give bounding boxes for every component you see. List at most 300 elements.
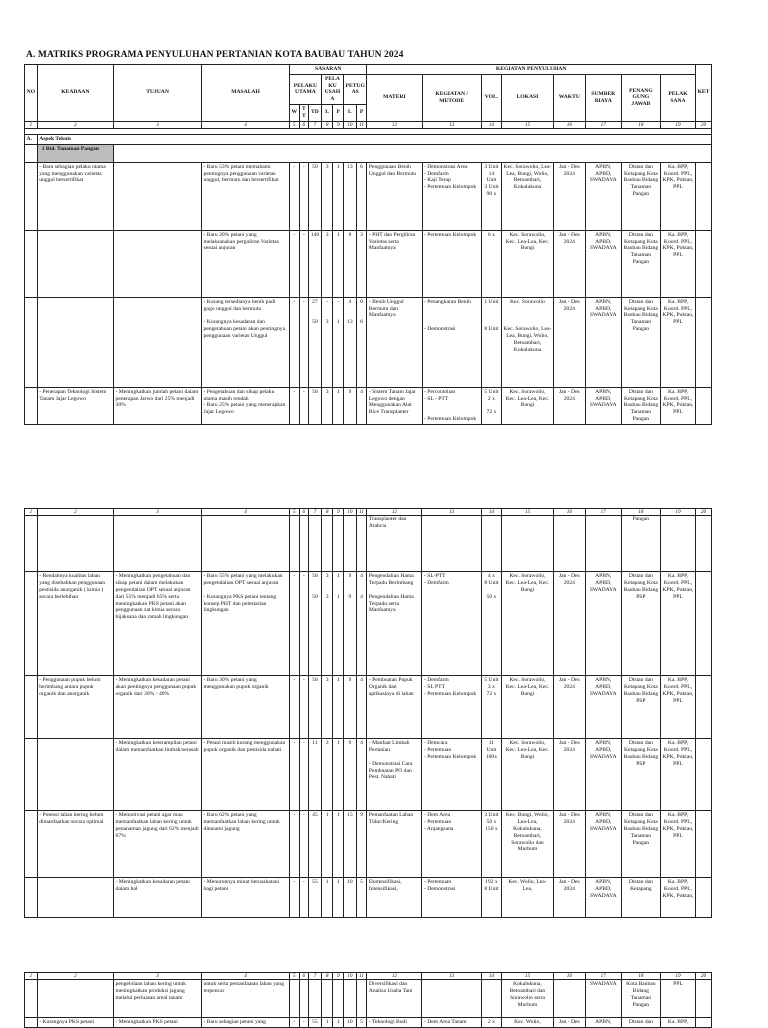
l-usaha-cell: 3 xyxy=(321,676,333,739)
matrix-table-page-2 xyxy=(24,508,712,918)
no-cell xyxy=(25,572,38,676)
column-number: 19 xyxy=(660,121,695,128)
column-number: 3 xyxy=(114,509,202,516)
masalah-cell: - Kurang tersedianya benih padi gogo unggul dan bermutu - Kurangnya kesadaran dan pengetahuan petani akan pentingnya penggunaan varietas Unggul xyxy=(202,297,290,387)
tujuan-cell xyxy=(114,162,202,230)
column-number-row xyxy=(25,121,712,128)
column-number: 9 xyxy=(333,973,344,980)
empty-cell xyxy=(553,516,585,572)
table-row xyxy=(25,811,712,878)
section-no: A. xyxy=(25,135,38,145)
no-cell xyxy=(25,739,38,811)
header-sasaran: SASARAN xyxy=(290,65,367,75)
column-number: 11 xyxy=(356,509,367,516)
pelaksana-cell: Ka. BPP, Koord. PPL, KPK, Poktan, PPL xyxy=(660,676,695,739)
td-cell: 50 xyxy=(309,162,322,230)
masalah-cell: - Pengetahuan dan sikap pelaku utama masih rendah - Baru 25% petani yang menerapkan Jajar Legowo xyxy=(202,387,290,424)
lokasi-cell: Kec. Bungi, Wolio, Lea-Lea, Kokalukuna, Betoambari, Sorawolio dan Murhum xyxy=(501,811,553,878)
header-pelaku-usaha: PELAKU USAHA xyxy=(321,74,343,104)
biaya-cell: APBN, APBD, SWADAYA xyxy=(585,572,621,676)
column-number: 11 xyxy=(356,121,367,128)
column-number: 5 xyxy=(290,973,300,980)
w-cell: - xyxy=(290,387,300,424)
masalah-cell: - Baru 62% petani yang memanfaatkan lahan kering untuk ditanami jagung xyxy=(202,811,290,878)
tt-cell: - xyxy=(299,230,309,297)
column-number: 8 xyxy=(321,121,333,128)
no-cell xyxy=(25,230,38,297)
column-number: 15 xyxy=(502,121,554,128)
tt-cell: - xyxy=(299,1018,309,1028)
lokasi-cell: Kec. Sorawolio, Kec. Lea-Lea, Kec. Bungi xyxy=(501,572,553,676)
column-number: 1 xyxy=(25,509,38,516)
empty-cell xyxy=(481,980,501,1018)
td-cell: 11 xyxy=(309,739,322,811)
empty-cell xyxy=(422,980,481,1018)
p-petugas-cell: 9 xyxy=(356,811,367,878)
biaya-cell: APBN, xyxy=(585,1018,621,1028)
metode-cell: - Demonstrasi Area - Demfarm - Kaji Terap - Pertemuan Kelompok xyxy=(422,162,481,230)
column-number: 7 xyxy=(309,509,322,516)
empty-cell xyxy=(309,980,322,1018)
empty-cell xyxy=(660,516,695,572)
column-number: 14 xyxy=(481,973,501,980)
column-number: 14 xyxy=(481,509,501,516)
w-cell: - xyxy=(290,739,300,811)
column-number: 20 xyxy=(695,973,711,980)
l-petugas-cell: 9 xyxy=(344,387,357,424)
column-number: 20 xyxy=(695,121,711,128)
column-number: 5 xyxy=(290,121,300,128)
waktu-cell: Jan - Des 2024 xyxy=(553,878,585,918)
header-w: W xyxy=(290,105,300,122)
column-number: 4 xyxy=(202,121,290,128)
table-row xyxy=(25,297,712,387)
l-usaha-cell: 3 3 xyxy=(321,572,333,676)
vol-cell: 11 Unit 100x xyxy=(481,739,501,811)
column-number: 1 xyxy=(25,973,38,980)
pj-cell: Distan dan Ketapang Kota Baubau Bidang Tanaman Pangan xyxy=(621,162,660,230)
p-petugas-cell: 3 xyxy=(356,230,367,297)
column-number: 4 xyxy=(202,509,290,516)
no-cell xyxy=(25,162,38,230)
materi-cell: - Sistem Tanam Jajar Legowo dengan Menggunakan Alat Rice Transplanter xyxy=(367,387,422,424)
td-cell: 50 xyxy=(309,676,322,739)
column-number: 19 xyxy=(660,973,695,980)
pelaksana-cell: Ka. BPP, Koord. PPL, KPK, Poktan, PPL xyxy=(660,572,695,676)
p-usaha-cell: 1 xyxy=(333,878,344,918)
l-usaha-cell: 1 xyxy=(321,878,333,918)
empty-cell xyxy=(501,516,553,572)
p-usaha-cell: 1 xyxy=(333,1018,344,1028)
metode-cell: - SL-PTT - Demfarm xyxy=(422,572,481,676)
td-cell: 50 50 xyxy=(309,572,322,676)
tujuan-cell: - Meningkatkan keterampilan petani dalam memanfaatkan limbah/serasah xyxy=(114,739,202,811)
pelaksana-cell: Ka. BPP, Koord. PPL, KPK, Poktan, PPL xyxy=(660,297,695,387)
keadaan-cell: - Baru sebagian pelaku utama yang menggunakan varietas unggul bersertifikat xyxy=(37,162,113,230)
tujuan-cell: - Meningkatkan kesadaran petani akan pentingnya penggunaan pupuk organik dari 30% - 40% xyxy=(114,676,202,739)
w-cell: - xyxy=(290,1018,300,1028)
metode-cell: - Demcara - Pertemuan - Pertemuan Kelompok xyxy=(422,739,481,811)
td-cell: 45 xyxy=(309,811,322,878)
header-waktu: WAKTU xyxy=(553,74,585,121)
header-p-petugas: P xyxy=(356,105,367,122)
vol-cell: 2 x xyxy=(481,1018,501,1028)
l-petugas-cell: 8 xyxy=(344,230,357,297)
ket-cell xyxy=(695,676,711,739)
vol-cell: 5 Unit 3 x 72 x xyxy=(481,676,501,739)
biaya-cell: APBN, APBD, SWADAYA xyxy=(585,811,621,878)
keadaan-cell: - Potensi lahan kering belum dimanfaatkan secara optimal xyxy=(37,811,113,878)
waktu-cell: Jan - Des 2024 xyxy=(553,297,585,387)
header-no: NO xyxy=(25,65,38,122)
tujuan-cell: - Meningkatkan PKS petani xyxy=(114,1018,202,1028)
no-cell xyxy=(25,297,38,387)
vol-cell: 5 Unit 2 x 72 x xyxy=(481,387,501,424)
column-number: 7 xyxy=(309,973,322,980)
masalah-cell: - Baru 53% petani memahami pentingnya penggunaan varietas unggul, bermutu dan bersertifikat xyxy=(202,162,290,230)
p-petugas-cell: 4 xyxy=(356,676,367,739)
pelaksana-cell: Ka. BPP, Koord. PPL, KPK, Poktan, PPL xyxy=(660,162,695,230)
p-petugas-cell: 5 xyxy=(356,878,367,918)
p-usaha-cell: 1 xyxy=(333,230,344,297)
tt-cell: - xyxy=(299,739,309,811)
matrix-table-page-1 xyxy=(24,64,712,425)
pj-cell: Distan dan Ketapang Kota Baubau Bidang PSP xyxy=(621,739,660,811)
empty-cell xyxy=(356,516,367,572)
column-number: 10 xyxy=(344,121,357,128)
p-usaha-cell: 1 xyxy=(333,387,344,424)
l-petugas-cell: 9 xyxy=(344,739,357,811)
column-number: 19 xyxy=(660,509,695,516)
pj-cell: Distan dan Ketapang Kota Baubau Bidang PSP xyxy=(621,676,660,739)
header-lokasi: LOKASI xyxy=(502,74,554,121)
tujuan-cell xyxy=(114,230,202,297)
biaya-cell: APBN, APBD, SWADAYA xyxy=(585,739,621,811)
p-usaha-cell: 1 xyxy=(333,739,344,811)
empty-cell xyxy=(25,980,38,1018)
waktu-cell: Jan - Des xyxy=(553,1018,585,1028)
sheet-page-3 xyxy=(0,970,768,1024)
pelaksana-cell: Ka. BPP, Koord. PPL, KPK, Poktan, PPL xyxy=(660,230,695,297)
lokasi-cell: Kec. Sorawolio, Kec. Lea-Lea, Kec. Bungi xyxy=(501,676,553,739)
header-ket: KET xyxy=(695,65,711,122)
header-kegiatan-metode: KEGIATAN / METODE xyxy=(422,74,481,121)
l-petugas-cell: 15 xyxy=(344,811,357,878)
tt-cell: - xyxy=(299,387,309,424)
masalah-cell: - Baru 30% petani yang menggunakan pupuk organik xyxy=(202,676,290,739)
header-sumber-biaya: SUMBER BIAYA xyxy=(585,74,621,121)
column-number: 4 xyxy=(202,973,290,980)
column-number: 1 xyxy=(25,121,38,128)
column-number: 17 xyxy=(585,121,621,128)
keadaan-cell: - Kurangnya PKS petani xyxy=(37,1018,113,1028)
empty-cell xyxy=(290,980,300,1018)
keadaan-cell xyxy=(37,878,113,918)
column-number: 7 xyxy=(309,121,322,128)
header-tujuan: TUJUAN xyxy=(114,65,202,122)
column-number: 13 xyxy=(422,121,481,128)
metode-cell: - Percontohan - SL - PTT - Pertemuan Kelompok xyxy=(422,387,481,424)
w-cell: - xyxy=(290,162,300,230)
pelaksana-cell: Ka. BPP, Koord. PPL, KPK, Poktan, PPL xyxy=(660,387,695,424)
biaya-cell: APBN, APBD, SWADAYA xyxy=(585,676,621,739)
l-petugas-cell: 9 xyxy=(344,676,357,739)
header-l-usaha: L xyxy=(321,105,333,122)
materi-cell: Pengendalian Hama Terpadu Berimbang Pengendalian Hama Terpadu serta Manfaatnya xyxy=(367,572,422,676)
column-number: 13 xyxy=(422,973,481,980)
header-petugas: PETUGAS xyxy=(344,74,367,104)
pelaksana-cell: Ka. BPP, Koord. PPL, KPK, Poktan, PPL xyxy=(660,811,695,878)
column-number: 3 xyxy=(114,121,202,128)
pelaksana-cell: Ka. BPP, Koord. PPL, KPK, Poktan, PPL xyxy=(660,739,695,811)
column-number: 11 xyxy=(356,973,367,980)
column-number: 3 xyxy=(114,973,202,980)
document-title: A. MATRIKS PROGRAMA PENYULUHAN PERTANIAN KOTA BAUBAU TAHUN 2024 xyxy=(26,50,404,60)
empty-cell xyxy=(114,144,712,162)
sheet-page-2 xyxy=(0,506,768,899)
biaya-cell: APBN, APBD, SWADAYA xyxy=(585,162,621,230)
column-number: 18 xyxy=(621,973,660,980)
table-row xyxy=(25,878,712,918)
table-row xyxy=(25,387,712,424)
tujuan-cell: - Meningkatkan kesadaran petani dalam hal xyxy=(114,878,202,918)
lokasi-cell: Kec. Wolio, Lea-Lea, xyxy=(501,878,553,918)
p-usaha-cell: 1 xyxy=(333,676,344,739)
waktu-cell: Jan - Des 2024 xyxy=(553,676,585,739)
column-number: 17 xyxy=(585,973,621,980)
table-row xyxy=(25,230,712,297)
td-cell: 55 xyxy=(309,1018,322,1028)
waktu-cell: Jan - Des 2024 xyxy=(553,162,585,230)
header-masalah: MASALAH xyxy=(202,65,290,122)
column-number: 16 xyxy=(553,509,585,516)
column-number: 12 xyxy=(367,121,422,128)
empty-cell xyxy=(553,980,585,1018)
column-number: 6 xyxy=(299,121,309,128)
table-row xyxy=(25,162,712,230)
p-petugas-cell: 5 xyxy=(356,1018,367,1028)
no-cell xyxy=(25,811,38,878)
column-number: 10 xyxy=(344,509,357,516)
column-number: 12 xyxy=(367,509,422,516)
column-number: 18 xyxy=(621,509,660,516)
materi-cell: - Teknologi Budi xyxy=(367,1018,422,1028)
p-usaha-cell: - 1 xyxy=(333,297,344,387)
waktu-cell: Jan - Des 2024 xyxy=(553,811,585,878)
p-petugas-cell: 6 xyxy=(356,162,367,230)
empty-cell xyxy=(290,516,300,572)
p-petugas-cell: 4 xyxy=(356,387,367,424)
carry-biaya: SWADAYA xyxy=(585,980,621,1018)
empty-cell xyxy=(202,516,290,572)
tt-cell: - xyxy=(299,811,309,878)
metode-cell: - Pertemuan - Demonstrasi xyxy=(422,878,481,918)
waktu-cell: Jan - Des 2024 xyxy=(553,387,585,424)
pj-cell: Distan dan Ketapang Kota Baubau Bidang Tanaman Pangan xyxy=(621,387,660,424)
section-label: Aspek Teknis xyxy=(37,135,711,145)
table-row xyxy=(25,1018,712,1028)
column-number: 16 xyxy=(553,121,585,128)
keadaan-cell: - Penerapan Teknologi Sistem Tanam Jajar Legowo xyxy=(37,387,113,424)
carry-masalah: untuk serta pemanfaatan lahan yang terpencar xyxy=(202,980,290,1018)
column-number: 2 xyxy=(37,121,113,128)
column-number: 10 xyxy=(344,973,357,980)
table-row xyxy=(25,572,712,676)
ket-cell xyxy=(695,1018,711,1028)
tt-cell: - xyxy=(299,572,309,676)
no-cell xyxy=(25,1018,38,1028)
empty-cell xyxy=(333,516,344,572)
lokasi-cell: Kec. Sorawolio, Kec. Lea-Lea, Kec. Bungi xyxy=(501,739,553,811)
table-row xyxy=(25,676,712,739)
w-cell: - xyxy=(290,811,300,878)
header-tt: TT xyxy=(299,105,309,122)
empty-cell xyxy=(25,516,38,572)
header-kegiatan-penyuluhan: KEGIATAN PENYULUHAN xyxy=(367,65,696,75)
masalah-cell: - Menurunnya minat berusahatani bagi petani xyxy=(202,878,290,918)
w-cell: - xyxy=(290,878,300,918)
td-cell: 50 xyxy=(309,387,322,424)
keadaan-cell xyxy=(37,230,113,297)
tujuan-cell: - Meningkatkan jumlah petani dalam penerapan Jarwo dari 25% menjadi 30% xyxy=(114,387,202,424)
column-number: 6 xyxy=(299,509,309,516)
empty-cell xyxy=(344,980,357,1018)
metode-cell: - Pertemuan Kelompok xyxy=(422,230,481,297)
materi-cell: Penggunaan Benih Unggul dan Bermutu xyxy=(367,162,422,230)
ket-cell xyxy=(695,811,711,878)
empty-cell xyxy=(299,980,309,1018)
carry-pelaksana: PPL xyxy=(660,980,695,1018)
materi-cell: - Pembuatan Pupuk Organik dan aplikasinya di lahan xyxy=(367,676,422,739)
table-row xyxy=(25,739,712,811)
header-pelaku-utama: PELAKU UTAMA xyxy=(290,74,322,104)
ket-cell xyxy=(695,230,711,297)
pelaksana-cell: Ka. BPP, xyxy=(660,1018,695,1028)
ket-cell xyxy=(695,297,711,387)
empty-cell xyxy=(321,516,333,572)
pj-cell: Distan dan Ketapang Kota Baubau Bidang Tanaman Pangan xyxy=(621,811,660,878)
p-usaha-cell: 1 1 xyxy=(333,572,344,676)
carry-pj: Kota Baubau Bidang Tanaman Pangan xyxy=(621,980,660,1018)
empty-cell xyxy=(37,980,113,1018)
l-petugas-cell: 10 xyxy=(344,1018,357,1028)
empty-cell xyxy=(356,980,367,1018)
tujuan-cell: - Memotivasi petani agar mau memanfaatkan lahan kering untuk penanaman jagung dari 62% menjadi 67% xyxy=(114,811,202,878)
materi-cell: - Manfaat Limbah Pertanian - Demonstrasi Cara Pembuatan PO dan Pest. Nabati xyxy=(367,739,422,811)
metode-cell: - Dem Area - Pertemuan - Anjangsana xyxy=(422,811,481,878)
vol-cell: 1 Unit 8 Unit xyxy=(481,297,501,387)
vol-cell: 192 x 8 Unit xyxy=(481,878,501,918)
pj-cell: Distan dan Ketapang Kota Baubau Bidang PSP xyxy=(621,572,660,676)
column-number: 13 xyxy=(422,509,481,516)
l-usaha-cell: 3 xyxy=(321,739,333,811)
ket-cell xyxy=(695,162,711,230)
tujuan-cell xyxy=(114,297,202,387)
header-materi: MATERI xyxy=(367,74,422,121)
w-cell: - xyxy=(290,572,300,676)
lokasi-cell: Kec. Sorawolio, Lea-Lea, Bungi, Wolio, Betoambari, Kokalukuna xyxy=(502,162,554,230)
header-p-usaha: P xyxy=(333,105,344,122)
pelaksana-cell: Ka. BPP, Koord. PPL, KPK, Poktan, xyxy=(660,878,695,918)
waktu-cell: Jan - Des 2024 xyxy=(553,572,585,676)
biaya-cell: APBN, APBD, SWADAYA xyxy=(585,387,621,424)
header-keadaan: KEADAAN xyxy=(37,65,113,122)
w-cell: - xyxy=(290,676,300,739)
column-number: 15 xyxy=(501,509,553,516)
column-number: 9 xyxy=(333,121,344,128)
vol-cell: 6 x xyxy=(481,230,501,297)
column-number: 8 xyxy=(321,973,333,980)
lokasi-cell: Kec. Sorawolio, Kec. Lea-Lea, Kec. Bungi xyxy=(502,387,554,424)
l-usaha-cell: 1 xyxy=(321,1018,333,1028)
sheet-page-1 xyxy=(0,0,768,423)
lokasi-cell: Kec. Wolio, xyxy=(501,1018,553,1028)
p-petugas-cell: 4 4 xyxy=(356,572,367,676)
no-cell xyxy=(25,878,38,918)
masalah-cell: - Baru 55% petani yang melakukan pengendalian OPT sesuai anjuran - Kurangnya PKS petani tentang konsep PHT dan pelestarian lingkungan xyxy=(202,572,290,676)
l-usaha-cell: 3 xyxy=(321,387,333,424)
ket-cell xyxy=(695,739,711,811)
no-cell xyxy=(25,387,38,424)
column-number: 2 xyxy=(37,973,113,980)
carry-materi: Diversifikasi dan Analisa Usaha Tani xyxy=(367,980,422,1018)
p-petugas-cell: 4 xyxy=(356,739,367,811)
biaya-cell: APBN, APBD, SWADAYA xyxy=(585,297,621,387)
empty-cell xyxy=(37,516,113,572)
tt-cell: - xyxy=(299,676,309,739)
carry-materi: Transplanter dan Atabcia xyxy=(367,516,422,572)
waktu-cell: Jan - Des 2024 xyxy=(553,739,585,811)
td-cell: 140 xyxy=(309,230,322,297)
metode-cell: - Demfarm - SL PTT - Pertemuan Kelompok xyxy=(422,676,481,739)
carry-tujuan: pengelolaan lahan kering untuk meningkatkan produksi jagung melalui perluasan areal tanam xyxy=(114,980,202,1018)
column-number: 15 xyxy=(501,973,553,980)
empty-cell xyxy=(321,980,333,1018)
w-cell: - xyxy=(290,297,300,387)
carry-lokasi: Kokalukuna, Betoambari dan Sorawolio serta Murhum xyxy=(501,980,553,1018)
w-cell: - xyxy=(290,230,300,297)
biaya-cell: APBN, APBD, SWADAYA xyxy=(585,230,621,297)
tt-cell: - xyxy=(299,878,309,918)
materi-cell: - Benih Unggul Bermutu dan Manfaatnya xyxy=(367,297,422,387)
lokasi-cell: Kec. Sorawolio, Kec. Lea-Lea, Kec. Bungi xyxy=(502,230,554,297)
empty-cell xyxy=(695,516,711,572)
ket-cell xyxy=(695,387,711,424)
materi-cell: Ekstensifikasi, Intensifikasi, xyxy=(367,878,422,918)
header-pelaksana: PELAK SANA xyxy=(660,74,695,121)
column-number: 2 xyxy=(37,509,113,516)
header-td: TD xyxy=(309,105,322,122)
no-cell xyxy=(25,676,38,739)
keadaan-cell: - Penggunaan pupuk belum berimbang antara pupuk organik dan anorganik xyxy=(37,676,113,739)
tt-cell: - xyxy=(299,297,309,387)
empty-cell xyxy=(114,516,202,572)
empty-cell xyxy=(333,980,344,1018)
empty-cell xyxy=(695,980,711,1018)
header-penanggung-jawab: PENANG GUNG JAWAB xyxy=(621,74,660,121)
masalah-cell: - Baru sebagian petani yang xyxy=(202,1018,290,1028)
column-number: 12 xyxy=(367,973,422,980)
metode-cell: - Dem Area Tanam xyxy=(422,1018,481,1028)
waktu-cell: Jan - Des 2024 xyxy=(553,230,585,297)
tt-cell: - xyxy=(299,162,309,230)
td-cell: 55 xyxy=(309,878,322,918)
pj-cell: Distan dan xyxy=(621,1018,660,1028)
pj-cell: Distan dan Ketapang Kota Baubau Bidang Tanaman Pangan xyxy=(621,297,660,387)
tujuan-cell: - Meningkatkan pengetahuan dan sikap petani dalam melakukan pengendalian OPT sesuai anjuran dari 55% menjadi 65% serta meningkatkan PKS petani akan penggunaan zat kimia secara bijaksana dan ramah lingkungan xyxy=(114,572,202,676)
masalah-cell: - Baru 20% petani yang melaksanakan perguliran Varietas sesuai anjuran xyxy=(202,230,290,297)
metode-cell: - Penangkaran Benih - Demonstrasi xyxy=(422,297,481,387)
